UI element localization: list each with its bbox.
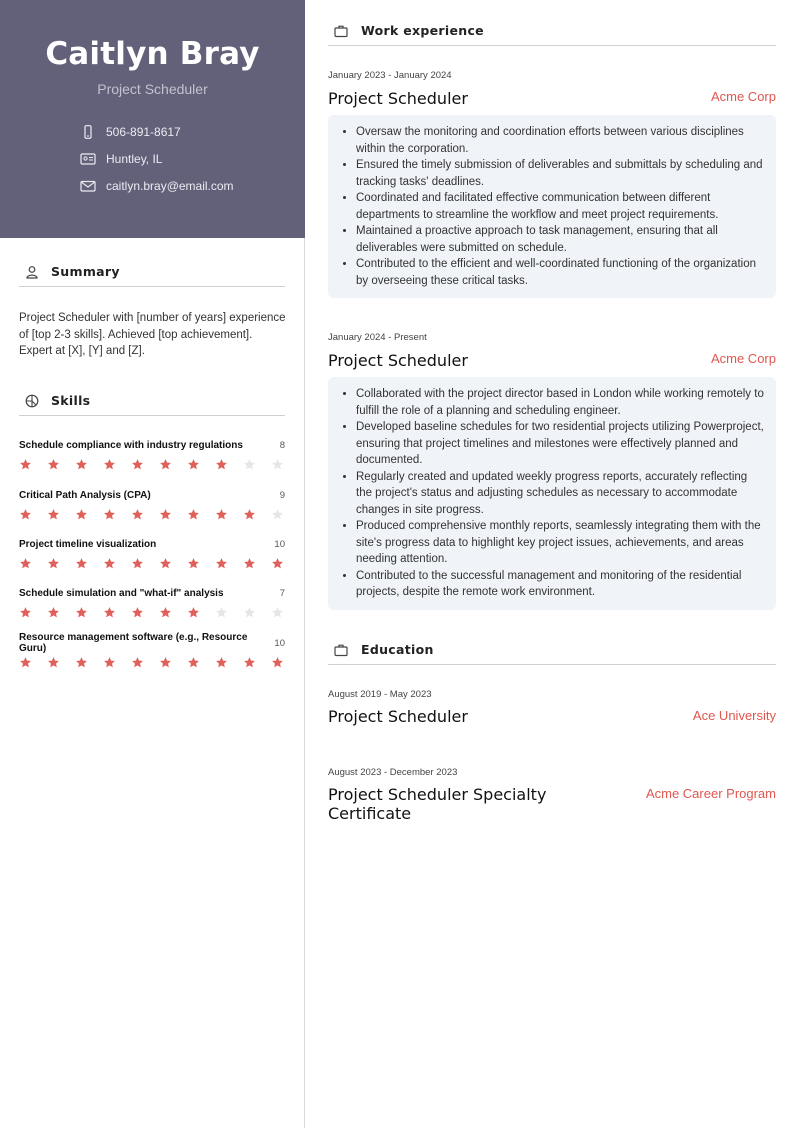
skill-stars bbox=[19, 656, 285, 669]
contact-phone bbox=[80, 125, 181, 139]
job-date: January 2024 - Present bbox=[328, 332, 427, 343]
star-empty-icon bbox=[271, 606, 284, 619]
star-empty-icon bbox=[243, 458, 256, 471]
star-empty-icon bbox=[215, 606, 228, 619]
star-filled-icon bbox=[103, 508, 116, 521]
star-filled-icon bbox=[187, 557, 200, 570]
education-title: Education bbox=[361, 642, 434, 657]
job-bullets bbox=[328, 115, 776, 298]
star-filled-icon bbox=[47, 458, 60, 471]
summary-title: Summary bbox=[51, 264, 120, 279]
work-title: Work experience bbox=[361, 23, 484, 38]
list-item: • Oversaw the monitoring and coordination efforts between various disciplines within the corporation. bbox=[356, 124, 764, 157]
skill-level: 9 bbox=[279, 489, 285, 501]
star-filled-icon bbox=[19, 508, 32, 521]
star-filled-icon bbox=[75, 557, 88, 570]
star-filled-icon bbox=[19, 606, 32, 619]
skill-level: 10 bbox=[274, 637, 285, 649]
education-institution: Acme Career Program bbox=[645, 786, 776, 801]
skills-heading bbox=[19, 386, 285, 416]
phone-text: 506-891-8617 bbox=[106, 125, 181, 139]
skill-name: Schedule compliance with industry regulations bbox=[19, 439, 243, 451]
skill-name: Schedule simulation and "what-if" analysis bbox=[19, 587, 224, 599]
summary-heading bbox=[19, 257, 285, 287]
list-item: • Ensured the timely submission of deliverables and submittals by scheduling and tracking tasks' deadlines. bbox=[356, 157, 764, 190]
education-title-item: Project Scheduler Specialty Certificate bbox=[328, 785, 547, 823]
star-filled-icon bbox=[47, 606, 60, 619]
skill-item bbox=[19, 586, 285, 619]
globe-icon bbox=[25, 394, 39, 408]
star-empty-icon bbox=[271, 508, 284, 521]
star-filled-icon bbox=[215, 508, 228, 521]
star-filled-icon bbox=[187, 458, 200, 471]
job-company: Acme Corp bbox=[710, 351, 776, 366]
summary-text: Project Scheduler with [number of years] experience of [top 2-3 skills]. Achieved [top achievement]. Expert at [X], [Y] and [Z]. bbox=[19, 312, 286, 357]
skill-item bbox=[19, 537, 285, 570]
star-filled-icon bbox=[47, 557, 60, 570]
job-company: Acme Corp bbox=[710, 89, 776, 104]
contact-email bbox=[80, 179, 234, 193]
star-filled-icon bbox=[215, 656, 228, 669]
star-filled-icon bbox=[187, 508, 200, 521]
star-filled-icon bbox=[243, 508, 256, 521]
skill-item bbox=[19, 632, 285, 669]
skill-stars bbox=[19, 606, 285, 619]
job-title: Project Scheduler bbox=[328, 89, 468, 108]
skill-stars bbox=[19, 557, 285, 570]
star-filled-icon bbox=[19, 656, 32, 669]
star-filled-icon bbox=[131, 606, 144, 619]
star-filled-icon bbox=[75, 606, 88, 619]
skill-item bbox=[19, 488, 285, 521]
list-item: • Contributed to the efficient and well-coordinated functioning of the organization by overseeing these critical tasks. bbox=[356, 256, 764, 289]
job-title: Project Scheduler bbox=[328, 351, 468, 370]
user-icon bbox=[25, 265, 39, 279]
list-item: • Regularly created and updated weekly progress reports, accurately reflecting the project's status and adjusting schedules as necessary to accommodate changes in site progress. bbox=[356, 469, 764, 519]
work-heading bbox=[328, 16, 776, 46]
list-item: • Contributed to the successful management and monitoring of the residential projects, despite the remote work environment. bbox=[356, 568, 764, 601]
education-date: August 2019 - May 2023 bbox=[328, 689, 432, 700]
star-filled-icon bbox=[215, 557, 228, 570]
star-filled-icon bbox=[19, 557, 32, 570]
skill-level: 7 bbox=[279, 587, 285, 599]
skill-item bbox=[19, 438, 285, 471]
star-filled-icon bbox=[103, 606, 116, 619]
skill-stars bbox=[19, 508, 285, 521]
mail-icon bbox=[80, 179, 96, 193]
star-filled-icon bbox=[271, 656, 284, 669]
star-filled-icon bbox=[243, 656, 256, 669]
list-item: • Coordinated and facilitated effective communication between different departments to streamline the workflow and meet project requirements. bbox=[356, 190, 764, 223]
star-empty-icon bbox=[243, 606, 256, 619]
star-filled-icon bbox=[75, 458, 88, 471]
list-item: • Developed baseline schedules for two residential projects utilizing Powerproject, ensuring that project timelines and milestones were effectively planned and documented. bbox=[356, 419, 764, 469]
star-filled-icon bbox=[75, 508, 88, 521]
job-date: January 2023 - January 2024 bbox=[328, 70, 452, 81]
star-filled-icon bbox=[271, 557, 284, 570]
star-filled-icon bbox=[47, 508, 60, 521]
education-title-item: Project Scheduler bbox=[328, 707, 468, 726]
star-filled-icon bbox=[131, 508, 144, 521]
skill-level: 10 bbox=[274, 538, 285, 550]
star-filled-icon bbox=[131, 557, 144, 570]
skills-title: Skills bbox=[51, 393, 91, 408]
skill-name: Critical Path Analysis (CPA) bbox=[19, 489, 151, 501]
briefcase-icon bbox=[334, 643, 348, 657]
contact-location bbox=[80, 152, 162, 166]
star-filled-icon bbox=[187, 606, 200, 619]
star-filled-icon bbox=[75, 656, 88, 669]
education-date: August 2023 - December 2023 bbox=[328, 767, 458, 778]
star-filled-icon bbox=[159, 508, 172, 521]
list-item: • Maintained a proactive approach to task management, ensuring that all deliverables were submitted on schedule. bbox=[356, 223, 764, 256]
star-filled-icon bbox=[131, 458, 144, 471]
star-filled-icon bbox=[159, 656, 172, 669]
star-filled-icon bbox=[159, 606, 172, 619]
candidate-role: Project Scheduler bbox=[97, 81, 208, 97]
star-filled-icon bbox=[159, 557, 172, 570]
star-empty-icon bbox=[271, 458, 284, 471]
star-filled-icon bbox=[215, 458, 228, 471]
list-item: • Produced comprehensive monthly reports, seamlessly integrating them with the site's progress data to highlight key project issues, achievements, and areas needing attention. bbox=[356, 518, 764, 568]
skill-name: Resource management software (e.g., Resource Guru) bbox=[19, 632, 248, 654]
left-column bbox=[0, 0, 305, 1128]
star-filled-icon bbox=[103, 656, 116, 669]
candidate-name: Caitlyn Bray bbox=[45, 36, 260, 72]
skill-level: 8 bbox=[279, 439, 285, 451]
education-institution: Ace University bbox=[692, 708, 776, 723]
star-filled-icon bbox=[103, 458, 116, 471]
job-bullets bbox=[328, 377, 776, 610]
skill-stars bbox=[19, 458, 285, 471]
email-text: caitlyn.bray@email.com bbox=[106, 179, 234, 193]
briefcase-icon bbox=[334, 24, 348, 38]
profile-header bbox=[0, 0, 305, 238]
star-filled-icon bbox=[159, 458, 172, 471]
list-item: • Collaborated with the project director based in London while working remotely to fulfill the role of a planning and scheduling engineer. bbox=[356, 386, 764, 419]
star-filled-icon bbox=[187, 656, 200, 669]
star-filled-icon bbox=[131, 656, 144, 669]
star-filled-icon bbox=[103, 557, 116, 570]
location-text: Huntley, IL bbox=[106, 152, 163, 166]
star-filled-icon bbox=[243, 557, 256, 570]
star-filled-icon bbox=[19, 458, 32, 471]
id-card-icon bbox=[80, 152, 96, 166]
star-filled-icon bbox=[47, 656, 60, 669]
phone-icon bbox=[80, 125, 96, 139]
skill-name: Project timeline visualization bbox=[19, 538, 157, 550]
education-heading bbox=[328, 635, 776, 665]
